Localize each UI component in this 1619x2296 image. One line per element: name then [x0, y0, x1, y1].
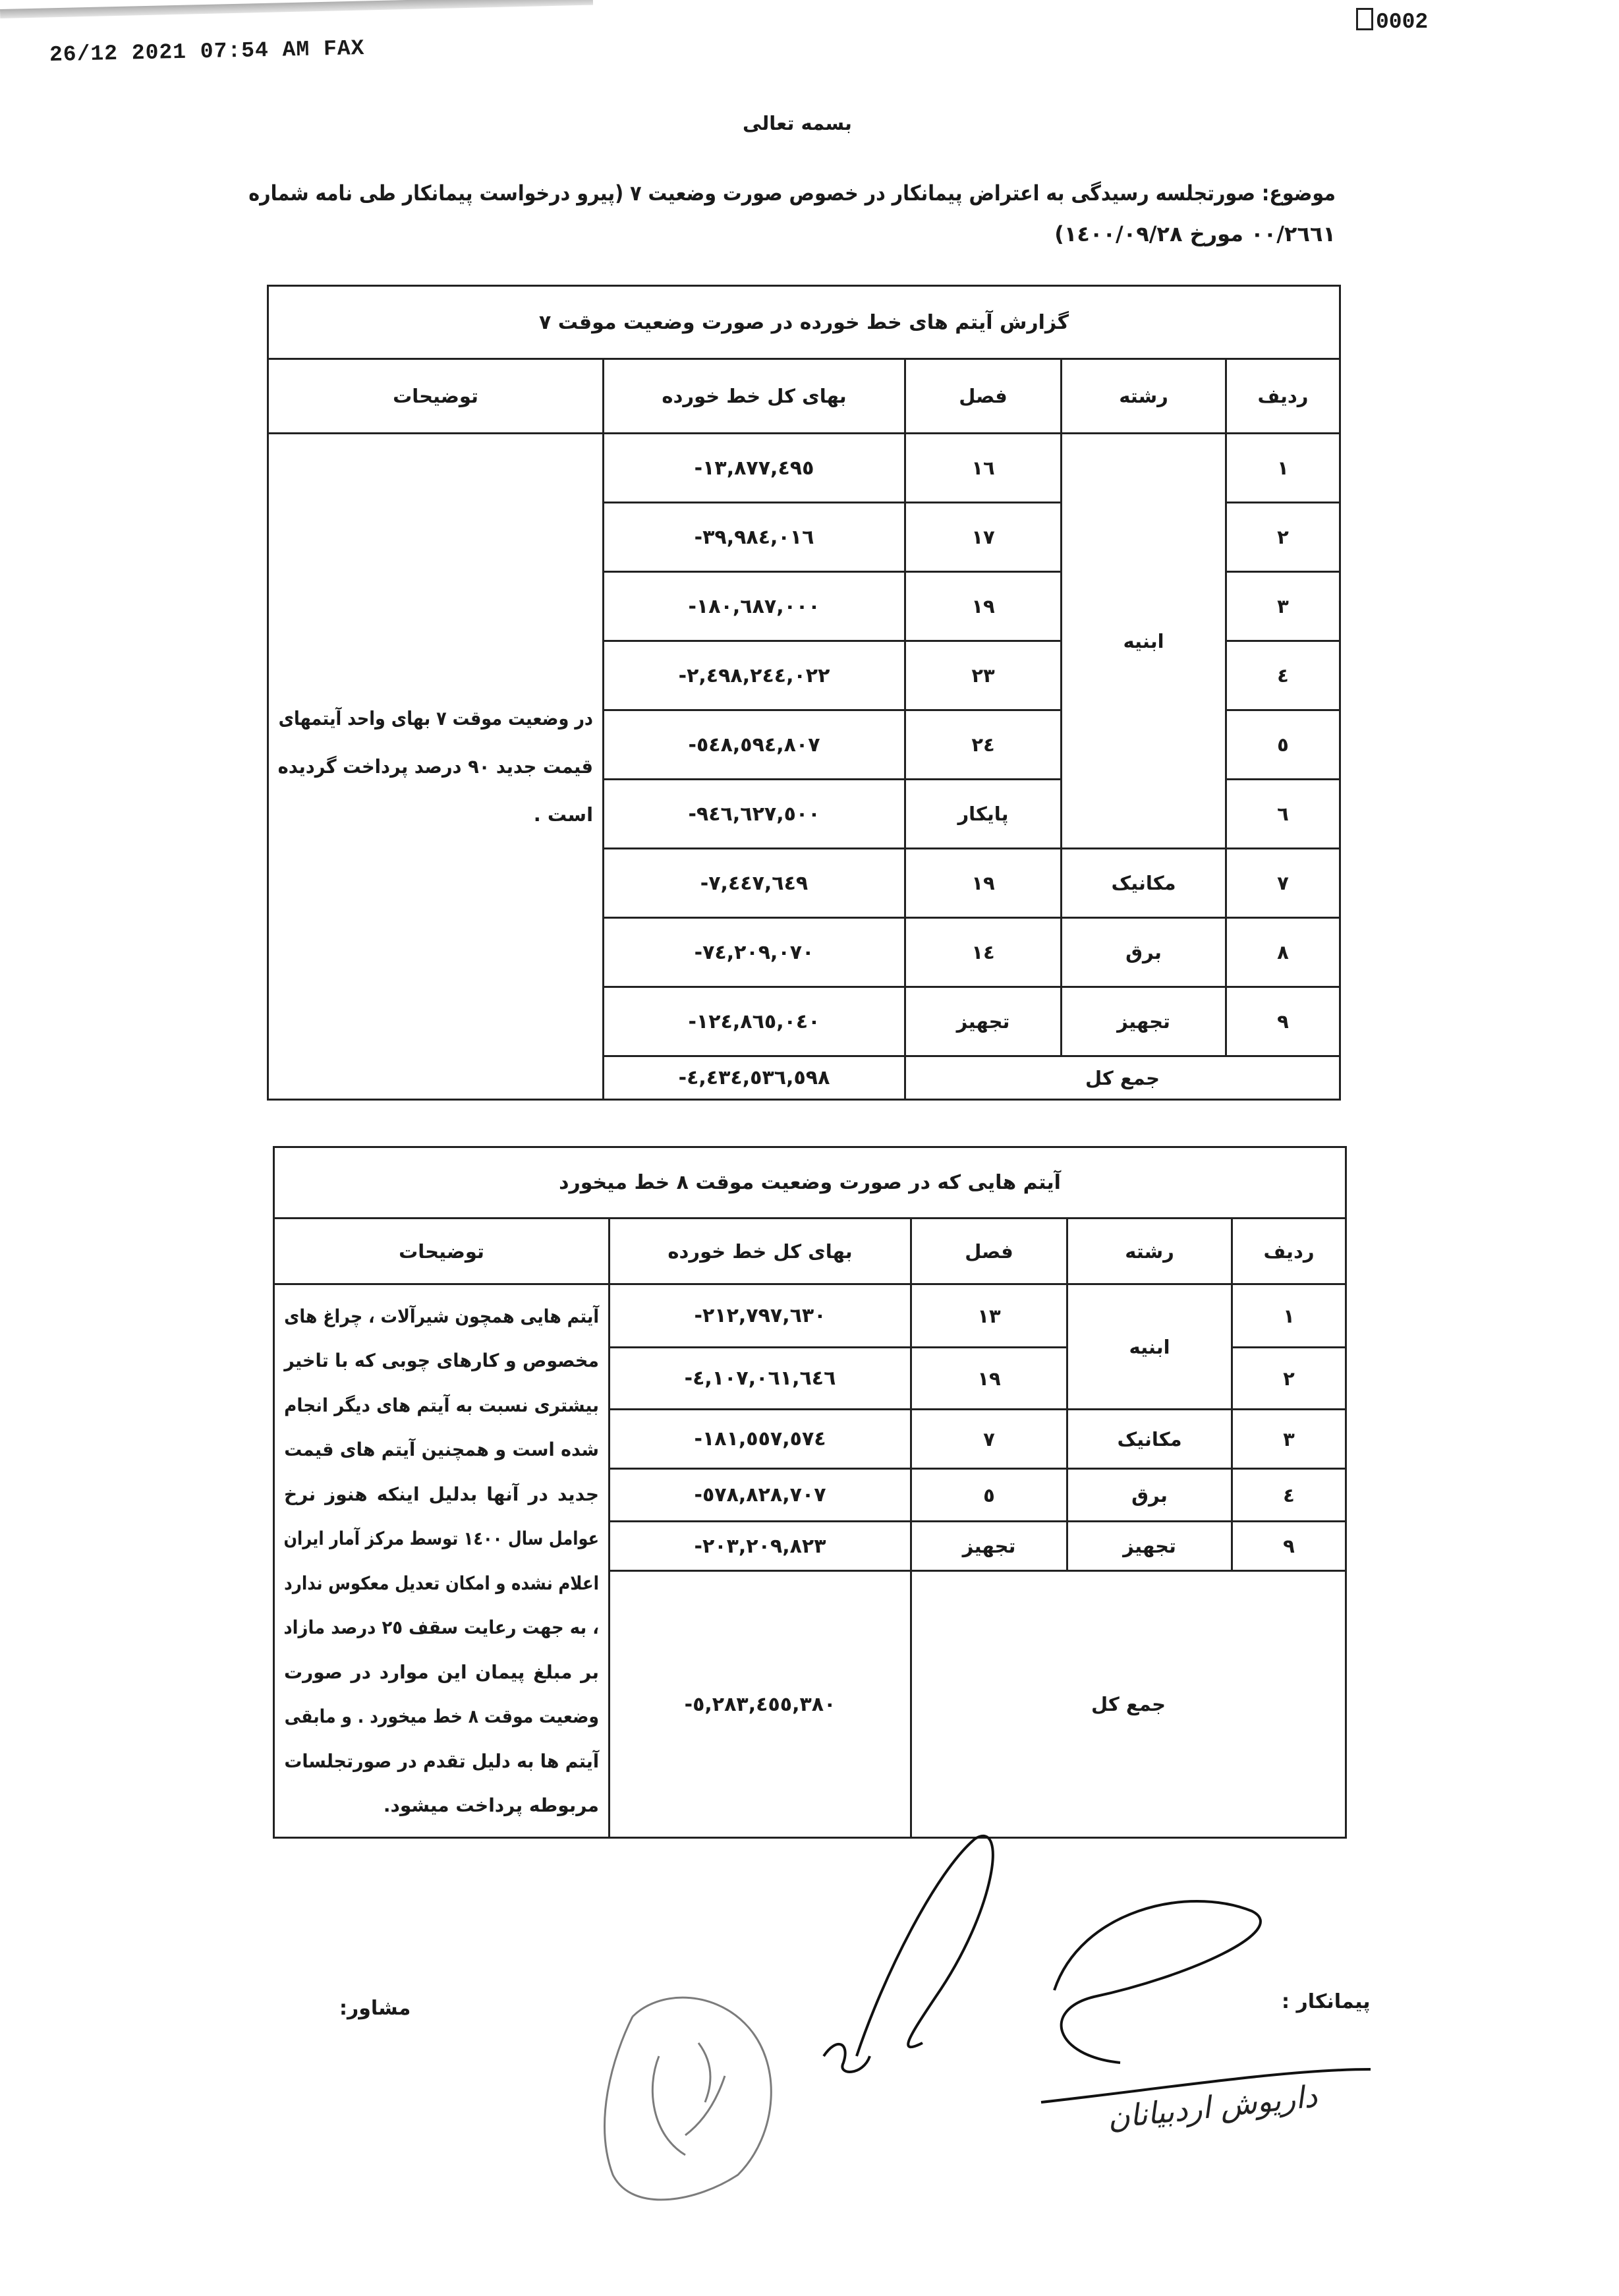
header-price: بهای کل خط خورده: [610, 1219, 911, 1284]
cell-radif: ۷: [1226, 849, 1340, 918]
header-radif: ردیف: [1226, 359, 1340, 434]
cell-radif: ٦: [1226, 780, 1340, 849]
cell-price: -۱۲٤,۸٦٥,۰٤۰: [688, 1010, 820, 1033]
checkbox-icon: [1356, 8, 1373, 30]
cell-fasl: ۱٤: [905, 918, 1062, 987]
cell-fasl: ۱۹: [911, 1348, 1067, 1410]
desc-line: وضعیت موقت ۸ خط میخورد . و مابقی: [284, 1706, 600, 1727]
contractor-label: پیمانکار :: [1282, 1990, 1371, 2013]
cell-reshte: ابنیه: [1067, 1284, 1232, 1410]
consultant-signature-icon: [824, 1836, 993, 2072]
cell-radif: ۹: [1226, 987, 1340, 1056]
cell-fasl: ۲٤: [905, 710, 1062, 780]
cell-price: -۹٤٦,٦۲۷,٥۰۰: [688, 802, 820, 826]
desc-line: قیمت جدید ۹۰ درصد پرداخت گردیده: [277, 755, 594, 778]
cell-reshte: ابنیه: [1062, 434, 1226, 849]
cell-fasl: ۱۹: [905, 572, 1062, 641]
cell-price: -۷,٤٤۷,٦٤۹: [700, 871, 809, 895]
header-desc: توضیحات: [274, 1219, 610, 1284]
desc-line: مربوطه پرداخت میشود.: [383, 1794, 600, 1816]
desc-line: اعلام نشده و امکان تعدیل معکوس ندارد: [284, 1572, 600, 1594]
cell-radif: ۲: [1226, 503, 1340, 572]
fax-page-number: [1356, 8, 1428, 34]
cell-radif: ۸: [1226, 918, 1340, 987]
cell-fasl: تجهیز: [905, 987, 1062, 1056]
desc-line: در وضعیت موقت ۷ بهای واحد آیتمهای: [278, 706, 594, 730]
total-value: -٤,٤۳٤,٥۳٦,٥۹۸: [678, 1066, 830, 1089]
cell-price: -۲,٤۹۸,۲٤٤,۰۲۲: [678, 664, 830, 687]
page-number: 0002: [1376, 10, 1429, 34]
cell-price: -٤,۱۰۷,۰٦۱,٦٤٦: [684, 1367, 836, 1390]
cell-fasl: ۲۳: [905, 641, 1062, 710]
heading: بسمه تعالی: [743, 112, 852, 134]
desc-line: عوامل سال ۱٤۰۰ توسط مرکز آمار ایران: [283, 1528, 600, 1549]
cell-price: -٥۷۸,۸۲۸,۷۰۷: [694, 1483, 826, 1507]
header-reshte: رشته: [1062, 359, 1226, 434]
cell-price: -۱۳,۸۷۷,٤۹٥: [694, 456, 814, 480]
header-radif: ردیف: [1232, 1219, 1346, 1284]
table-title: آیتم هایی که در صورت وضعیت موقت ۸ خط میخورد: [274, 1147, 1346, 1219]
desc-line: است .: [533, 803, 594, 826]
cell-radif: ۳: [1232, 1410, 1346, 1469]
contractor-signature-icon: [1041, 1901, 1371, 2102]
contractor-handwritten-name: داریوش اردبیانان: [1106, 2078, 1319, 2136]
cell-fasl: ٥: [911, 1469, 1067, 1522]
header-fasl: فصل: [911, 1219, 1067, 1284]
desc-line: آیتم هایی همچون شیرآلات ، چراغ های: [284, 1305, 600, 1327]
subject-line-1: موضوع: صورتجلسه رسیدگی به اعتراض پیمانکار در خصوص صورت وضعیت ۷ (پیرو درخواست پیمانکار طی نامه شماره: [248, 181, 1336, 206]
table-row: [274, 1284, 1346, 1348]
cell-radif: ۳: [1226, 572, 1340, 641]
cell-price: -٥٤۸,٥۹٤,۸۰۷: [688, 733, 820, 757]
cell-radif: ۹: [1232, 1522, 1346, 1571]
fax-timestamp: 26/12 2021 07:54 AM FAX: [49, 36, 365, 68]
header-fasl: فصل: [905, 359, 1062, 434]
cell-fasl: ۱۳: [911, 1284, 1067, 1348]
scan-edge: [0, 0, 593, 18]
header-price: بهای کل خط خورده: [604, 359, 905, 434]
cell-price: -۲۰۳,۲۰۹,۸۲۳: [694, 1534, 826, 1558]
desc-line: مخصوص و کارهای چوبی که با تاخیر: [284, 1350, 600, 1371]
cell-reshte: برق: [1067, 1469, 1232, 1522]
cell-radif: ۲: [1232, 1348, 1346, 1410]
cell-reshte: برق: [1062, 918, 1226, 987]
total-value: -٥,۲۸۳,٤٥٥,۳۸۰: [684, 1692, 836, 1716]
cell-radif: ٥: [1226, 710, 1340, 780]
cell-price: -۱۸۱,٥٥۷,٥۷٤: [694, 1427, 826, 1450]
table-row: [268, 434, 1340, 503]
stamp-icon: [605, 1997, 772, 2200]
desc-line: شده است و همچنین آیتم های قیمت: [284, 1439, 600, 1460]
table-title: گزارش آیتم های خط خورده در صورت وضعیت موقت ۷: [268, 286, 1340, 359]
cell-radif: ٤: [1226, 641, 1340, 710]
cell-price: -۳۹,۹۸٤,۰۱٦: [694, 525, 814, 549]
cell-fasl: تجهیز: [911, 1522, 1067, 1571]
cell-reshte: مکانیک: [1062, 849, 1226, 918]
subject: [248, 173, 1336, 254]
cell-reshte: تجهیز: [1067, 1522, 1232, 1571]
desc-line: آیتم ها به دلیل تقدم در صورتجلسات: [284, 1750, 600, 1772]
cell-price: -۲۱۲,۷۹۷,٦۳۰: [694, 1304, 826, 1327]
cell-fasl: پایکار: [905, 780, 1062, 849]
header-desc: توضیحات: [268, 359, 604, 434]
cell-reshte: مکانیک: [1067, 1410, 1232, 1469]
cell-price: -۱۸۰,٦۸۷,۰۰۰: [688, 594, 820, 618]
cell-desc: [268, 434, 604, 1100]
cell-fasl: ۷: [911, 1410, 1067, 1469]
signature-area: [0, 1779, 1619, 2241]
cell-desc: [274, 1284, 610, 1838]
desc-line: بر مبلغ پیمان این موارد در صورت: [284, 1661, 600, 1683]
total-label: جمع کل: [911, 1571, 1346, 1838]
cell-fasl: ۱٦: [905, 434, 1062, 503]
signatures-drawing: [0, 1779, 1619, 2241]
cell-radif: ۱: [1226, 434, 1340, 503]
consultant-label: مشاور:: [339, 1997, 411, 2020]
desc-line: ، به جهت رعایت سقف ۲٥ درصد مازاد: [283, 1617, 600, 1638]
subject-line-2: ۰۰/۲٦٦۱ مورخ ۱٤۰۰/۰۹/۲۸): [1054, 221, 1336, 246]
desc-line: بیشتری نسبت به آیتم های دیگر انجام: [284, 1394, 600, 1416]
cell-radif: ٤: [1232, 1469, 1346, 1522]
cell-radif: ۱: [1232, 1284, 1346, 1348]
header-reshte: رشته: [1067, 1219, 1232, 1284]
cell-fasl: ۱۷: [905, 503, 1062, 572]
total-label: جمع کل: [905, 1056, 1340, 1100]
cell-price: -۷٤,۲۰۹,۰۷۰: [694, 940, 814, 964]
cell-fasl: ۱۹: [905, 849, 1062, 918]
struck-items-table-7: [267, 285, 1341, 1101]
desc-line: جدید در آنها بدلیل اینکه هنوز نرخ: [284, 1483, 600, 1505]
cell-reshte: تجهیز: [1062, 987, 1226, 1056]
struck-items-table-8: [273, 1146, 1347, 1839]
